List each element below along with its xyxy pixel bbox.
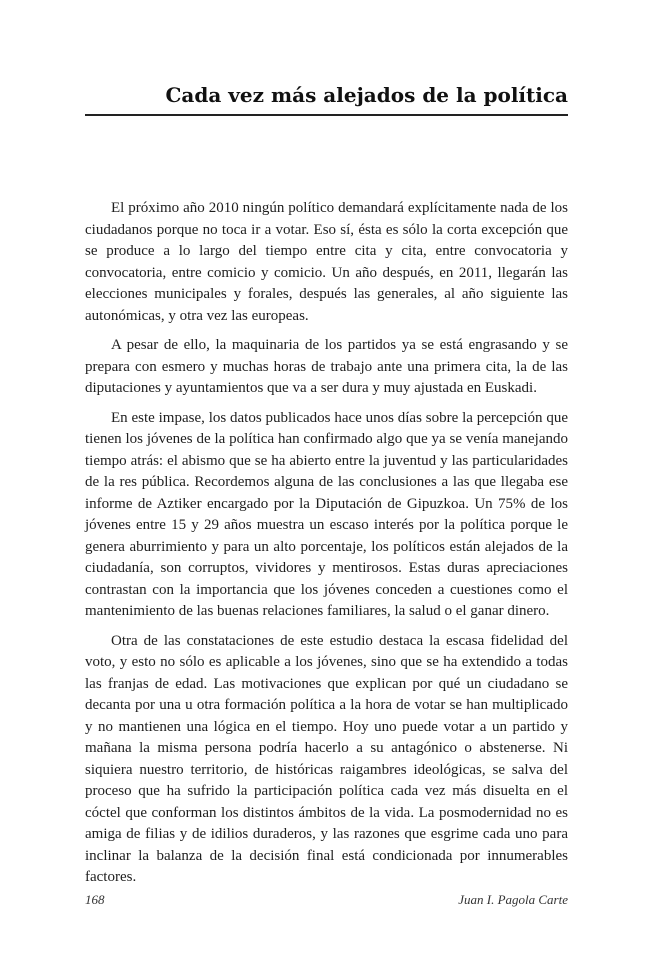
body-text (85, 198, 568, 897)
page-number: 168 (85, 892, 105, 907)
paragraph-1: El próximo año 2010 ningún político demandará explícitamente nada de los ciudadanos porque no toca ir a votar. Eso sí, ésta es sólo la corta excepción que se produce a lo largo del tiempo entre cita y cita, entre convocatoria y convocatoria, entre comicio y comicio. Un año después, en 2011, llegarán las elecciones municipales y forales, después las generales, al año siguiente las autonómicas, y otra vez las europeas. (85, 200, 568, 324)
paragraph-2: A pesar de ello, la maquinaria de los partidos ya se está engrasando y se prepara con esmero y muchas horas de trabajo ante una primera cita, la de las diputaciones y ayuntamientos que va a ser dura y muy ajustada en Euskadi. (85, 337, 568, 396)
running-footer-author: Juan I. Pagola Carte (458, 892, 568, 907)
chapter-title: Cada vez más alejados de la política (165, 83, 568, 107)
title-rule (85, 114, 568, 116)
paragraph-3: En este impase, los datos publicados hace unos días sobre la percepción que tienen los jóvenes de la política han confirmado algo que ya se venía manejando tiempo atrás: el abismo que se ha abierto entre la juventud y las particularidades de la res pública. Recordemos alguna de las conclusiones a las que llegaba ese informe de Aztiker encargado por la Diputación de Gipuzkoa. Un 75% de los jóvenes entre 15 y 29 años muestra un escaso interés por la política porque le genera aburrimiento y para un alto porcentaje, los políticos están alejados de la ciudadanía, son corruptos, vividores y mentirosos. Estas duras apreciaciones contrastan con la importancia que los jóvenes conceden a cuestiones como el mantenimiento de las buenas relaciones familiares, la salud o el ganar dinero. (85, 409, 568, 619)
paragraph-4: Otra de las constataciones de este estudio destaca la escasa fidelidad del voto, y esto no sólo es aplicable a los jóvenes, sino que se ha extendido a todas las franjas de edad. Las motivaciones que explican por qué un ciudadano se decanta por una u otra formación política a la hora de votar se han multiplicado y no mantienen una lógica en el tiempo. Hoy uno puede votar a un partido y mañana la misma persona podría hacerlo a su antagónico o abstenerse. Ni siquiera nuestro territorio, de históricas raigambres ideológicas, se salva del proceso que ha sufrido la participación política cada vez más disuelta en el cóctel que conforman los distintos ámbitos de la vida. La posmodernidad no es amiga de filias y de idilios duraderos, y las razones que esgrime cada uno para inclinar la balanza de la decisión final está condicionada por innumerables factores. (85, 632, 568, 885)
